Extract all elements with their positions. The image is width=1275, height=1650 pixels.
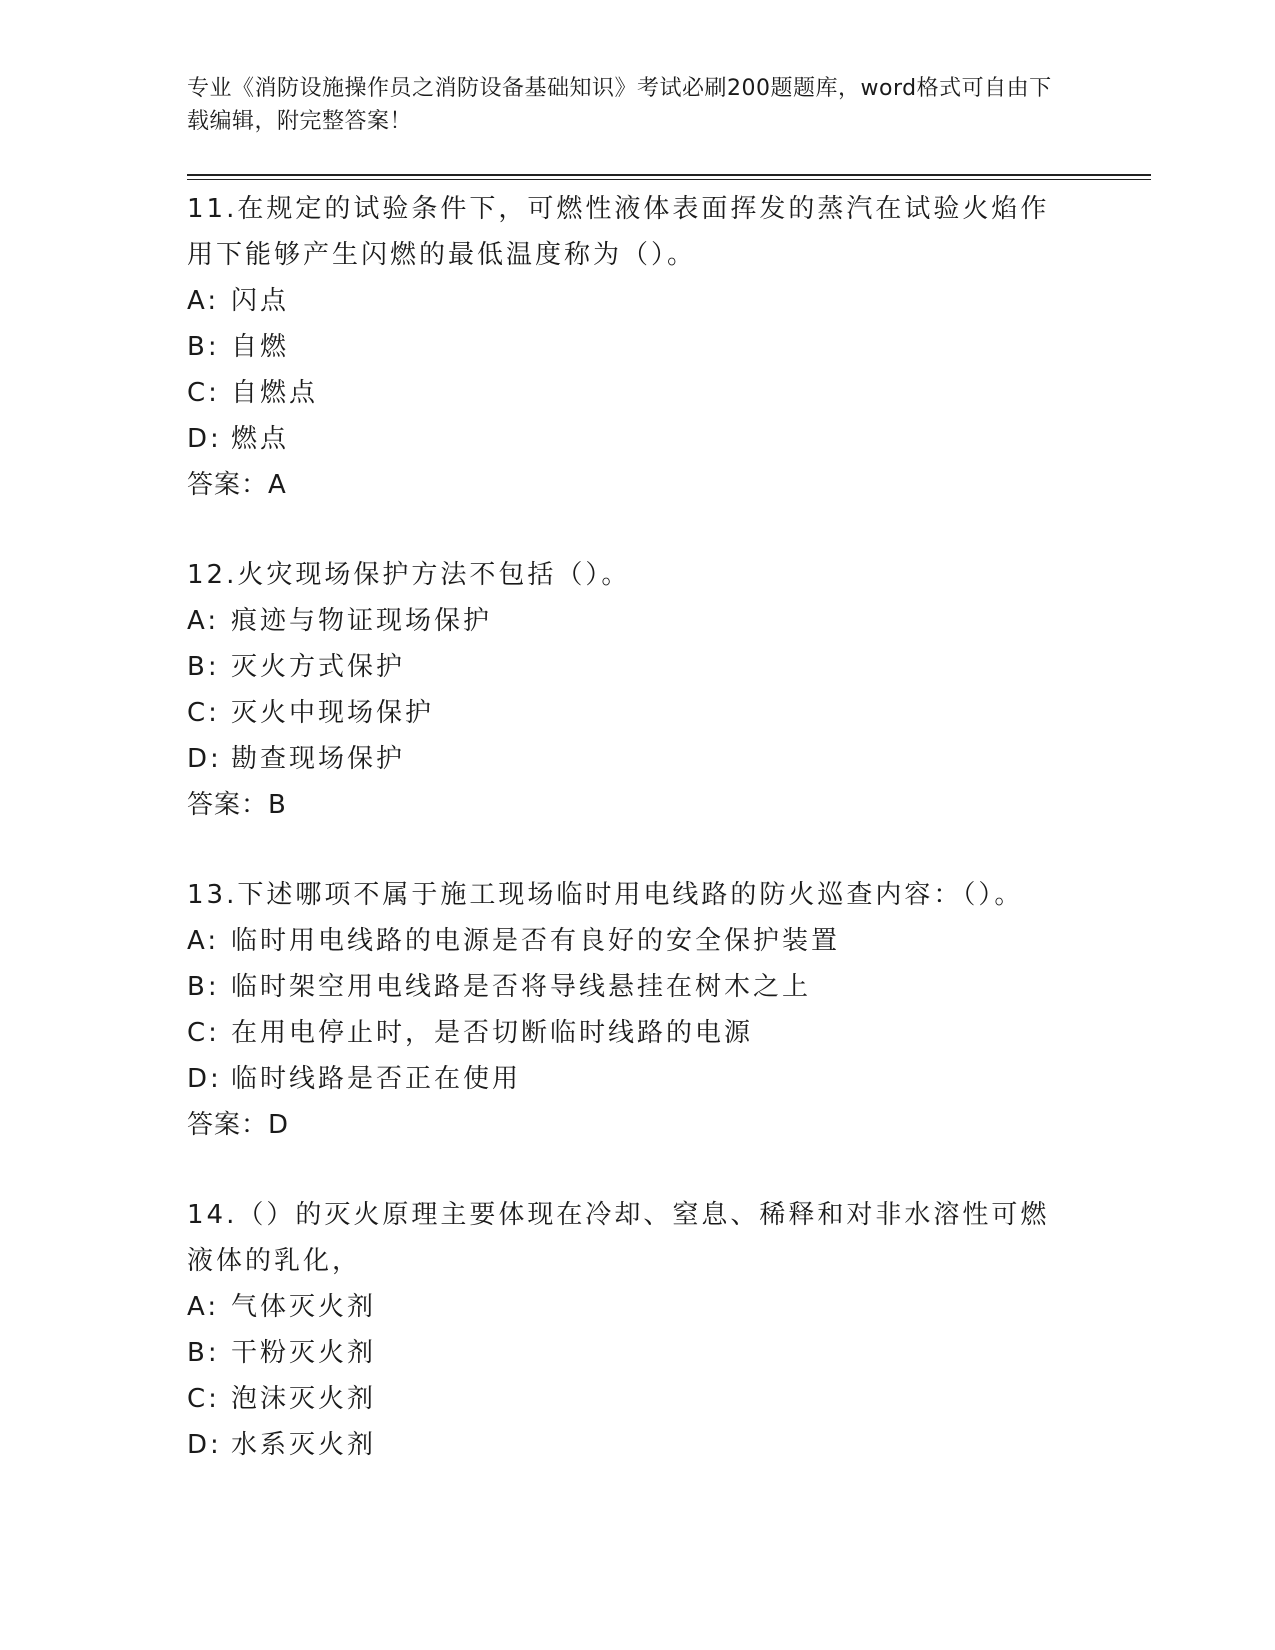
option-letter: A: — [187, 606, 220, 636]
option-d — [187, 1056, 1147, 1102]
header-divider — [187, 174, 1151, 180]
option-text: 勘查现场保护 — [231, 744, 406, 774]
question-14 — [187, 1192, 1147, 1468]
question-12 — [187, 552, 1147, 828]
option-text: 水系灭火剂 — [231, 1430, 377, 1460]
option-c — [187, 1376, 1147, 1422]
answer: 答案：D — [187, 1110, 290, 1140]
option-letter: D: — [187, 1430, 222, 1460]
option-a — [187, 278, 1147, 324]
question-stem: 12.火灾现场保护方法不包括（）。 — [187, 560, 631, 590]
question-stem: 11.在规定的试验条件下，可燃性液体表面挥发的蒸汽在试验火焰作用下能够产生闪燃的最低温度称为（）。 — [187, 194, 1050, 270]
option-letter: D: — [187, 424, 222, 454]
option-letter: A: — [187, 286, 220, 316]
option-letter: C: — [187, 378, 220, 408]
option-letter: D: — [187, 1064, 222, 1094]
option-a — [187, 918, 1147, 964]
option-b — [187, 644, 1147, 690]
option-text: 临时用电线路的电源是否有良好的安全保护装置 — [231, 926, 841, 956]
option-c — [187, 1010, 1147, 1056]
option-letter: C: — [187, 698, 220, 728]
option-letter: B: — [187, 972, 220, 1002]
option-letter: C: — [187, 1018, 220, 1048]
option-b — [187, 964, 1147, 1010]
option-letter: B: — [187, 652, 220, 682]
option-letter: B: — [187, 332, 220, 362]
question-stem: 13.下述哪项不属于施工现场临时用电线路的防火巡查内容：（）。 — [187, 880, 1024, 910]
option-letter: C: — [187, 1384, 220, 1414]
option-a — [187, 1284, 1147, 1330]
document-header: 专业《消防设施操作员之消防设备基础知识》考试必刷200题题库，word格式可自由下载编辑，附完整答案！ — [187, 76, 1052, 134]
option-text: 自燃点 — [231, 378, 319, 408]
answer: 答案：B — [187, 790, 287, 820]
option-text: 临时线路是否正在使用 — [231, 1064, 522, 1094]
question-11 — [187, 186, 1147, 508]
option-letter: D: — [187, 744, 222, 774]
option-letter: A: — [187, 926, 220, 956]
option-text: 在用电停止时，是否切断临时线路的电源 — [231, 1018, 754, 1048]
question-13 — [187, 872, 1147, 1148]
option-b — [187, 324, 1147, 370]
option-text: 气体灭火剂 — [231, 1292, 377, 1322]
option-text: 痕迹与物证现场保护 — [231, 606, 493, 636]
option-letter: A: — [187, 1292, 220, 1322]
option-b — [187, 1330, 1147, 1376]
option-d — [187, 416, 1147, 462]
option-text: 自燃 — [231, 332, 290, 362]
option-d — [187, 1422, 1147, 1468]
answer: 答案：A — [187, 470, 287, 500]
option-letter: B: — [187, 1338, 220, 1368]
option-d — [187, 736, 1147, 782]
option-c — [187, 690, 1147, 736]
option-a — [187, 598, 1147, 644]
option-text: 燃点 — [231, 424, 290, 454]
option-text: 临时架空用电线路是否将导线悬挂在树木之上 — [231, 972, 812, 1002]
document-page — [187, 72, 1147, 1468]
option-text: 灭火中现场保护 — [231, 698, 435, 728]
option-text: 闪点 — [231, 286, 290, 316]
option-text: 干粉灭火剂 — [231, 1338, 377, 1368]
option-text: 泡沫灭火剂 — [231, 1384, 377, 1414]
question-stem: 14.（）的灭火原理主要体现在冷却、窒息、稀释和对非水溶性可燃液体的乳化， — [187, 1200, 1050, 1276]
option-c — [187, 370, 1147, 416]
option-text: 灭火方式保护 — [231, 652, 406, 682]
